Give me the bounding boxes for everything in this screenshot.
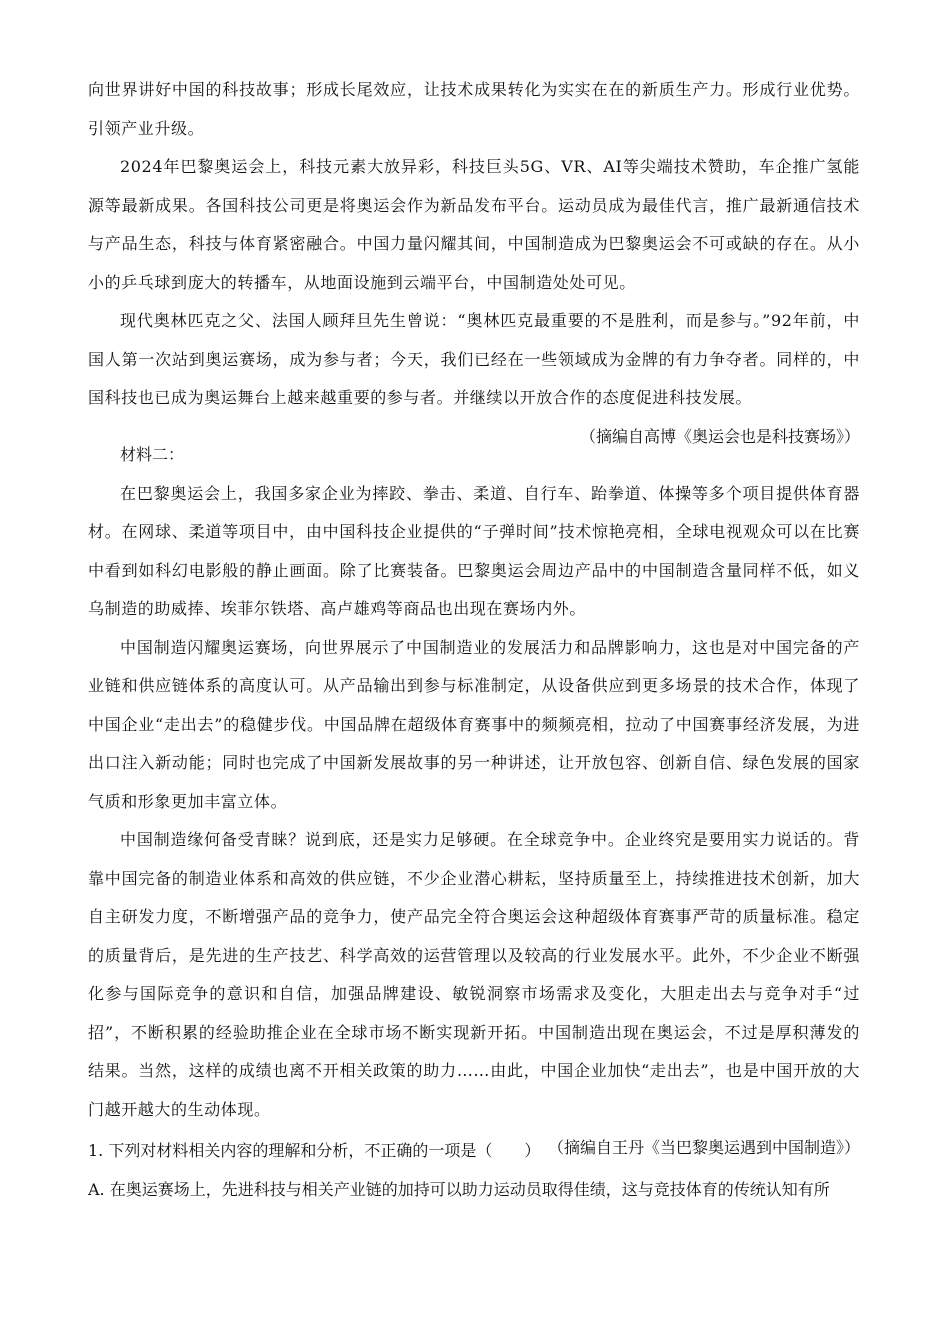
material-one-paragraph-3: 现代奥林匹克之父、法国人顾拜旦先生曾说：“奥林匹克最重要的不是胜利，而是参与。”92年前，中国人第一次站到奥运赛场，成为参与者；今天，我们已经在一些领域成为金牌的有力争夺者。同样的，中国科技也已成为奥运舞台上越来越重要的参与者。并继续以开放合作的态度促进科技发展。 <box>88 311 860 407</box>
material-one-source: （摘编自高博《奥运会也是科技赛场》） <box>579 426 860 446</box>
material-two <box>88 436 860 1168</box>
material-two-paragraph-2: 中国制造闪耀奥运赛场，向世界展示了中国制造业的发展活力和品牌影响力，这也是对中国完备的产业链和供应链体系的高度认可。从产品输出到参与标准制定，从设备供应到更多场景的技术合作，体现了中国企业“走出去”的稳健步伐。中国品牌在超级体育赛事中的频频亮相，拉动了中国赛事经济发展，为进出口注入新动能；同时也完成了中国新发展故事的另一种讲述，让开放包容、创新自信、绿色发展的国家气质和形象更加丰富立体。 <box>88 637 860 811</box>
material-two-paragraph-3: 中国制造缘何备受青睐？说到底，还是实力足够硬。在全球竞争中。企业终究是要用实力说话的。背靠中国完备的制造业体系和高效的供应链，不少企业潜心耕耘，坚持质量至上，持续推进技术创新，加大自主研发力度，不断增强产品的竞争力，使产品完全符合奥运会这种超级体育赛事严苛的质量标准。稳定的质量背后，是先进的生产技艺、科学高效的运营管理以及较高的行业发展水平。此外，不少企业不断强化参与国际竞争的意识和自信，加强品牌建设、敏锐洞察市场需求及变化，大胆走出去与竞争对手“过招”，不断积累的经验助推企业在全球市场不断实现新开拓。中国制造出现在奥运会，不过是厚积薄发的结果。当然，这样的成绩也离不开相关政策的助力……由此，中国企业加快“走出去”，也是中国开放的大门越开越大的生动体现。 <box>88 830 860 1119</box>
material-one-paragraph-2: 2024年巴黎奥运会上，科技元素大放异彩，科技巨头5G、VR、AI等尖端技术赞助，车企推广氢能源等最新成果。各国科技公司更是将奥运会作为新品发布平台。运动员成为最佳代言，推广最新通信技术与产品生态，科技与体育紧密融合。中国力量闪耀其间，中国制造成为巴黎奥运会不可或缺的存在。从小小的乒乓球到庞大的转播车，从地面设施到云端平台，中国制造处处可见。 <box>88 157 860 292</box>
question-1 <box>88 1132 860 1209</box>
material-one <box>88 71 860 456</box>
material-two-paragraph-1: 在巴黎奥运会上，我国多家企业为摔跤、拳击、柔道、自行车、跆拳道、体操等多个项目提供体育器材。在网球、柔道等项目中，由中国科技企业提供的“子弹时间”技术惊艳亮相，全球电视观众可以在比赛中看到如科幻电影般的静止画面。除了比赛装备。巴黎奥运会周边产品中的中国制造含量同样不低，如义乌制造的助威捧、埃菲尔铁塔、高卢雄鸡等商品也出现在赛场内外。 <box>88 483 860 618</box>
question-option-a: A. 在奥运赛场上，先进科技与相关产业链的加持可以助力运动员取得佳绩，这与竞技体育的传统认知有所 <box>88 1179 830 1199</box>
material-two-source: （摘编自王丹《当巴黎奥运遇到中国制造》） <box>547 1138 860 1157</box>
material-two-label: 材料二： <box>120 445 185 464</box>
material-one-paragraph-1: 向世界讲好中国的科技故事；形成长尾效应，让技术成果转化为实实在在的新质生产力。形成行业优势。引领产业升级。 <box>88 80 860 138</box>
question-stem: 1. 下列对材料相关内容的理解和分析，不正确的一项是（ ） <box>88 1141 541 1160</box>
